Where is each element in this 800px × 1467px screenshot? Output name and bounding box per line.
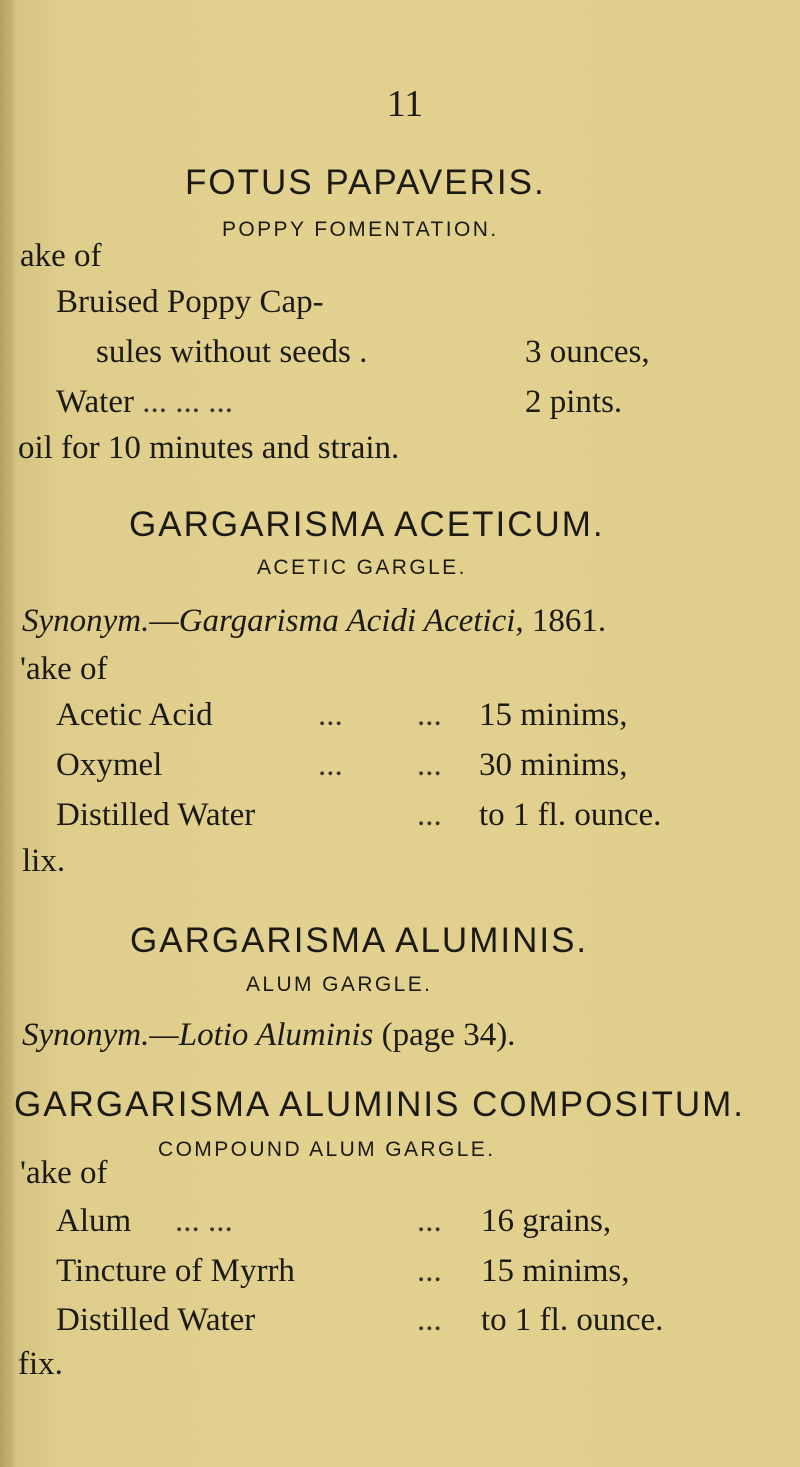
ingredient-acetic-acid: Acetic Acid — [56, 697, 213, 733]
dots2-acetic-acid: ... — [417, 697, 442, 733]
amount-poppy-capsules: 3 ounces, — [525, 334, 650, 370]
dots2-oxymel: ... — [417, 747, 442, 783]
amount-oxymel: 30 minims, — [479, 747, 628, 783]
section-title-fotus-papaveris: FOTUS PAPAVERIS. — [185, 163, 546, 202]
amount-acetic-acid: 15 minims, — [479, 697, 628, 733]
ingredient-oxymel: Oxymel — [56, 747, 163, 783]
synonym-line-alum: Synonym.—Lotio Aluminis (page 34). — [22, 1017, 516, 1053]
synonym-line-acetic: Synonym.—Gargarisma Acidi Acetici, 1861. — [22, 603, 607, 639]
section-title-gargarisma-aceticum: GARGARISMA ACETICUM. — [129, 505, 605, 544]
dots2-alum: ... — [417, 1203, 442, 1239]
ingredient-alum: Alum — [56, 1203, 132, 1239]
ingredient-distilled-water-2: Distilled Water — [56, 1302, 256, 1338]
section-subtitle-poppy-fomentation: POPPY FOMENTATION. — [222, 218, 499, 241]
section-title-gargarisma-aluminis-compositum: GARGARISMA ALUMINIS COMPOSITUM. — [14, 1085, 745, 1124]
amount-distilled-water-2: to 1 fl. ounce. — [481, 1302, 664, 1338]
ingredient-poppy-capsules-cont: sules without seeds . — [96, 334, 368, 370]
dots-acetic-acid: ... — [318, 697, 343, 733]
section-subtitle-alum-gargle: ALUM GARGLE. — [246, 973, 433, 996]
dots-alum: ... ... — [175, 1203, 233, 1239]
amount-distilled-water: to 1 fl. ounce. — [479, 797, 662, 833]
instruction-boil: oil for 10 minutes and strain. — [18, 430, 400, 466]
ingredient-water: Water ... ... ... — [56, 384, 233, 420]
take-of-line: 'ake of — [20, 651, 108, 687]
dots2-distilled-water: ... — [417, 797, 442, 833]
dots2-distilled-water-2: ... — [417, 1302, 442, 1338]
ingredient-tincture-of-myrrh: Tincture of Myrrh — [56, 1253, 295, 1289]
instruction-mix: lix. — [22, 843, 66, 879]
section-subtitle-acetic-gargle: ACETIC GARGLE. — [257, 556, 467, 579]
page-binding-edge — [0, 0, 14, 1467]
amount-water: 2 pints. — [525, 384, 623, 420]
take-of-line: 'ake of — [20, 1155, 108, 1191]
instruction-mix-2: fix. — [18, 1346, 63, 1382]
section-title-gargarisma-aluminis: GARGARISMA ALUMINIS. — [130, 921, 589, 960]
page-number: 11 — [386, 83, 424, 125]
take-of-line: ake of — [20, 238, 102, 274]
ingredient-poppy-capsules: Bruised Poppy Cap- — [56, 284, 324, 320]
section-subtitle-compound-alum-gargle: COMPOUND ALUM GARGLE. — [158, 1138, 496, 1161]
ingredient-distilled-water: Distilled Water — [56, 797, 256, 833]
amount-tincture-of-myrrh: 15 minims, — [481, 1253, 630, 1289]
dots2-tincture-of-myrrh: ... — [417, 1253, 442, 1289]
amount-alum: 16 grains, — [481, 1203, 612, 1239]
dots-oxymel: ... — [318, 747, 343, 783]
